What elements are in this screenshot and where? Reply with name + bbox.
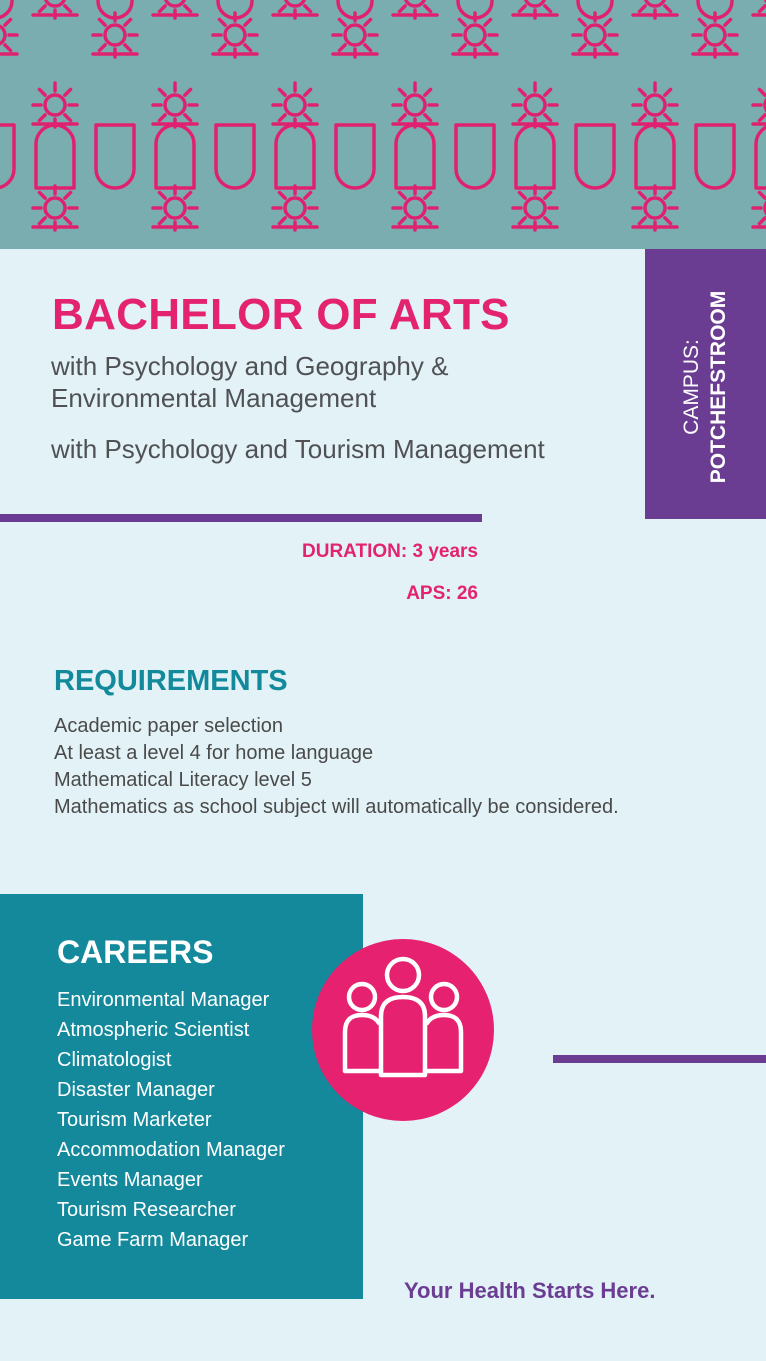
careers-heading: CAREERS	[57, 934, 214, 970]
requirements-list	[54, 713, 619, 821]
sun-icon	[33, 186, 77, 230]
arch-icon	[336, 125, 374, 188]
requirement-item: Mathematics as school subject will automatically be considered.	[54, 796, 619, 818]
career-item: Accommodation Manager	[57, 1139, 285, 1161]
requirements-heading: REQUIREMENTS	[54, 665, 288, 697]
career-item: Tourism Marketer	[57, 1109, 212, 1131]
sun-icon	[573, 13, 617, 57]
campus-label: CAMPUS:	[680, 339, 703, 435]
sun-icon	[0, 13, 17, 57]
sun-icon	[393, 83, 437, 127]
sun-icon	[693, 13, 737, 57]
sun-icon	[753, 186, 766, 230]
career-item: Environmental Manager	[57, 989, 270, 1011]
sun-icon	[513, 83, 557, 127]
arch-icon	[756, 125, 766, 188]
pattern-banner	[0, 0, 766, 249]
arch-icon	[0, 0, 12, 18]
arch-icon	[36, 125, 74, 188]
sun-arch-pattern	[0, 0, 766, 249]
divider-bar-right	[553, 1055, 766, 1063]
sun-icon	[213, 13, 257, 57]
sun-icon	[453, 13, 497, 57]
sun-icon	[513, 186, 557, 230]
sun-icon	[393, 0, 437, 18]
career-item: Atmospheric Scientist	[57, 1019, 250, 1041]
sun-icon	[633, 0, 677, 18]
campus-panel	[645, 249, 766, 519]
sun-icon	[273, 83, 317, 127]
career-item: Game Farm Manager	[57, 1229, 249, 1251]
arch-icon	[0, 125, 14, 188]
sun-icon	[153, 186, 197, 230]
arch-icon	[156, 125, 194, 188]
sun-icon	[33, 0, 77, 18]
sun-icon	[513, 0, 557, 18]
people-group-icon	[312, 939, 494, 1121]
tagline: Your Health Starts Here.	[404, 1278, 656, 1303]
campus-text	[678, 291, 732, 484]
sun-icon	[153, 83, 197, 127]
career-item: Events Manager	[57, 1169, 203, 1191]
sun-icon	[93, 13, 137, 57]
arch-icon	[576, 125, 614, 188]
arch-icon	[516, 125, 554, 188]
subtitle-psychology-geography: with Psychology and Geography & Environmental Management	[51, 351, 449, 413]
duration-text: DURATION: 3 years	[302, 541, 478, 562]
career-item: Tourism Researcher	[57, 1199, 236, 1221]
page-title: BACHELOR OF ARTS	[52, 290, 510, 339]
sun-icon	[393, 186, 437, 230]
requirement-item: At least a level 4 for home language	[54, 742, 374, 764]
sun-icon	[273, 186, 317, 230]
sun-icon	[273, 0, 317, 18]
career-item: Disaster Manager	[57, 1079, 215, 1101]
sun-icon	[33, 83, 77, 127]
sun-icon	[753, 83, 766, 127]
arch-icon	[216, 125, 254, 188]
divider-bar	[0, 514, 482, 522]
career-item: Climatologist	[57, 1049, 172, 1071]
requirement-item: Mathematical Literacy level 5	[54, 769, 312, 791]
arch-icon	[636, 125, 674, 188]
sun-icon	[753, 0, 766, 18]
arch-icon	[696, 125, 734, 188]
careers-list	[57, 985, 285, 1255]
arch-icon	[276, 125, 314, 188]
arch-icon	[456, 125, 494, 188]
sun-icon	[153, 0, 197, 18]
subtitle-psychology-tourism: with Psychology and Tourism Management	[51, 434, 545, 464]
arch-icon	[396, 125, 434, 188]
sun-icon	[633, 186, 677, 230]
sun-icon	[333, 13, 377, 57]
aps-text: APS: 26	[406, 583, 478, 604]
sun-icon	[633, 83, 677, 127]
campus-value: POTCHEFSTROOM	[707, 290, 730, 484]
arch-icon	[96, 125, 134, 188]
requirement-item: Academic paper selection	[54, 715, 284, 737]
